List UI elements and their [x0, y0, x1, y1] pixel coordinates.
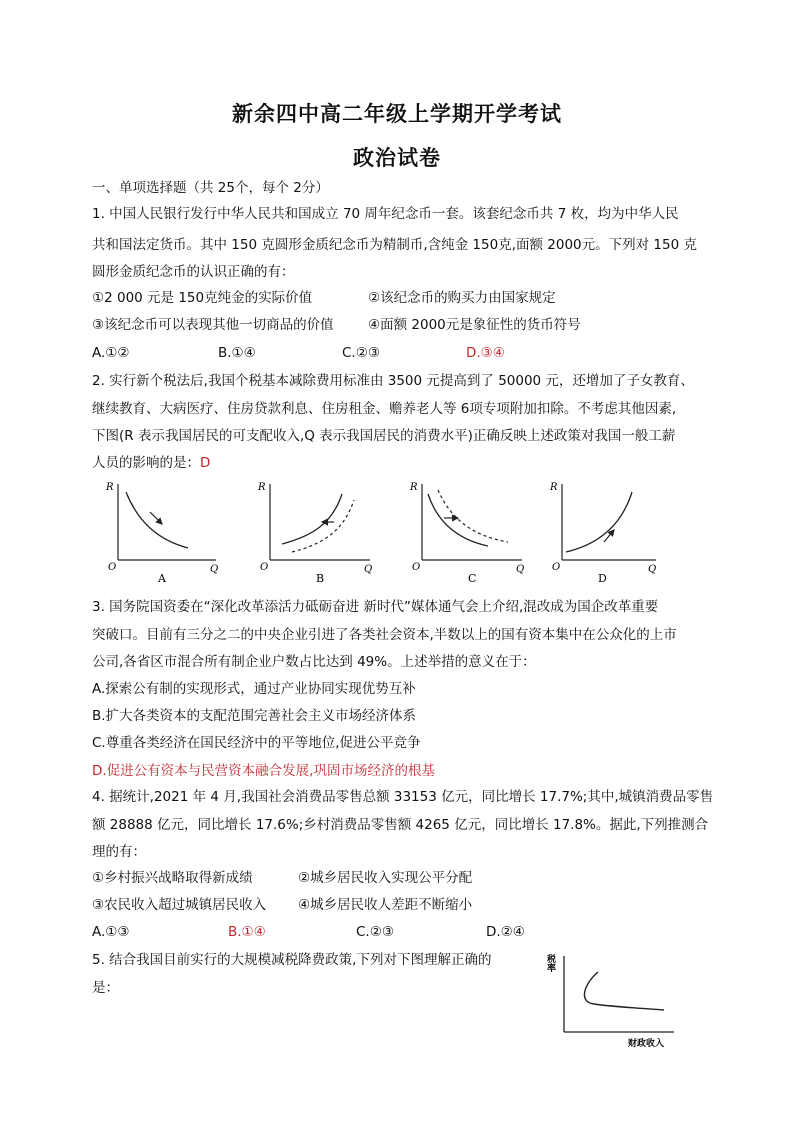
graph-a-o-label: O — [108, 562, 117, 573]
q5-curve — [584, 972, 664, 1010]
q2-stem-line3: 下图(R 表示我国居民的可支配收入,Q 表示我国居民的消费水平)正确反映上述政策对我国一般工薪 — [92, 428, 676, 444]
q2-answer: D — [200, 455, 211, 471]
graph-d-curve — [566, 492, 632, 552]
graph-b-o-label: O — [260, 562, 269, 573]
q4-option-3: ③农民收入超过城镇居民收入 — [92, 897, 267, 913]
graph-d — [544, 478, 662, 586]
q3-choice-c: C.尊重各类经济在国民经济中的平等地位,促进公平竞争 — [92, 735, 421, 751]
q1-choice-c: C.②③ — [342, 345, 380, 361]
exam-subtitle: 政治试卷 — [353, 145, 441, 170]
q5-x-label: 财政收入 — [628, 1039, 665, 1049]
graph-b-label: B — [316, 572, 325, 585]
graph-b-q-label: Q — [364, 564, 373, 575]
graph-d-arrow — [604, 530, 614, 542]
q1-stem-line2: 共和国法定货币。其中 150 克圆形金质纪念币为精制币,含纯金 150克,面额 2000元。下列对 150 克 — [92, 237, 697, 253]
q4-stem-line1: 4. 据统计,2021 年 4 月,我国社会消费品零售总额 33153 亿元，同比增长 17.7%;其中,城镇消费品零售 — [92, 789, 714, 805]
q3-stem-line2: 突破口。目前有三分之二的中央企业引进了各类社会资本,半数以上的国有资本集中在公众化的上市 — [92, 627, 677, 643]
q5-stem-line1: 5. 结合我国目前实行的大规模减税降费政策,下列对下图理解正确的 — [92, 952, 492, 968]
graph-c-o-label: O — [412, 562, 421, 573]
q3-choice-b: B.扩大各类资本的支配范围完善社会主义市场经济体系 — [92, 708, 417, 724]
q3-stem-line3: 公司,各省区市混合所有制企业户数占比达到 49%。上述举措的意义在于： — [92, 654, 536, 670]
q4-choice-c: C.②③ — [356, 924, 394, 940]
graph-d-r-label: R — [550, 482, 558, 493]
graph-c-q-label: Q — [516, 564, 525, 575]
q3-choice-d-answer: D.促进公有资本与民营资本融合发展,巩固市场经济的根基 — [92, 763, 435, 779]
q5-graph — [544, 942, 684, 1054]
q2-stem-line1: 2. 实行新个税法后,我国个税基本减除费用标准由 3500 元提高到了 50000 元，还增加了子女教育、 — [92, 373, 694, 389]
q4-option-2: ②城乡居民收入实现公平分配 — [298, 870, 473, 886]
q1-stem-line1: 1. 中国人民银行发行中华人民共和国成立 70 周年纪念币一套。该套纪念币共 7 枚，均为中华人民 — [92, 206, 679, 222]
q1-choice-b: B.①④ — [218, 345, 256, 361]
graph-c-dashed-curve — [438, 490, 508, 542]
q2-graphs — [92, 478, 662, 586]
q3-stem-line1: 3. 国务院国资委在“深化改革添活力砥砺奋进 新时代”媒体通气会上介绍,混改成为国企改革重要 — [92, 599, 659, 615]
q2-stem-line2: 继续教育、大病医疗、住房贷款利息、住房租金、赡养老人等 6项专项附加扣除。不考虑其他因素, — [92, 401, 677, 417]
graph-c-label: C — [468, 572, 477, 585]
q1-choice-a: A.①② — [92, 345, 130, 361]
q5-y-label: 税率 — [545, 954, 555, 972]
graph-a — [92, 478, 232, 586]
exam-title: 新余四中高二年级上学期开学考试 — [232, 101, 562, 126]
graph-d-label: D — [598, 572, 607, 585]
graph-a-curve — [126, 492, 188, 548]
graph-a-r-label: R — [106, 482, 114, 493]
q4-option-1: ①乡村振兴战略取得新成绩 — [92, 870, 253, 886]
graph-a-q-label: Q — [210, 564, 219, 575]
q2-stem-line4 — [92, 453, 210, 473]
q1-option-4: ④面额 2000元是象征性的货币符号 — [368, 317, 581, 333]
q1-choice-d-answer: D.③④ — [466, 345, 505, 361]
q2-stem-text: 人员的影响的是： — [92, 455, 200, 471]
q1-option-3: ③该纪念币可以表现其他一切商品的价值 — [92, 317, 334, 333]
graph-d-q-label: Q — [648, 564, 657, 575]
q4-choice-d: D.②④ — [486, 924, 525, 940]
graph-b-r-label: R — [258, 482, 266, 493]
q1-option-2: ②该纪念币的购买力由国家规定 — [368, 290, 556, 306]
q3-choice-a: A.探索公有制的实现形式，通过产业协同实现优势互补 — [92, 681, 416, 697]
q4-option-4: ④城乡居民收人差距不断缩小 — [298, 897, 473, 913]
section-heading: 一、单项选择题（共 25个，每个 2分） — [92, 180, 329, 196]
graph-c — [404, 478, 544, 586]
graph-d-o-label: O — [552, 562, 561, 573]
q4-stem-line2: 额 28888 亿元，同比增长 17.6%;乡村消费品零售额 4265 亿元，同比增长 17.8%。据此,下列推测合 — [92, 817, 709, 833]
graph-a-arrow — [150, 512, 162, 524]
graph-b — [252, 478, 392, 586]
q4-choice-b-answer: B.①④ — [228, 924, 266, 940]
graph-b-dashed-curve — [292, 500, 354, 552]
q1-stem-line3: 圆形金质纪念币的认识正确的有： — [92, 264, 295, 280]
graph-b-curve — [282, 494, 342, 544]
graph-c-r-label: R — [410, 482, 418, 493]
q1-option-1: ①2 000 元是 150克纯金的实际价值 — [92, 290, 313, 306]
q4-stem-line3: 理的有： — [92, 844, 146, 860]
graph-a-label: A — [158, 572, 166, 585]
q4-choice-a: A.①③ — [92, 924, 130, 940]
q5-stem-line2: 是： — [92, 980, 119, 996]
